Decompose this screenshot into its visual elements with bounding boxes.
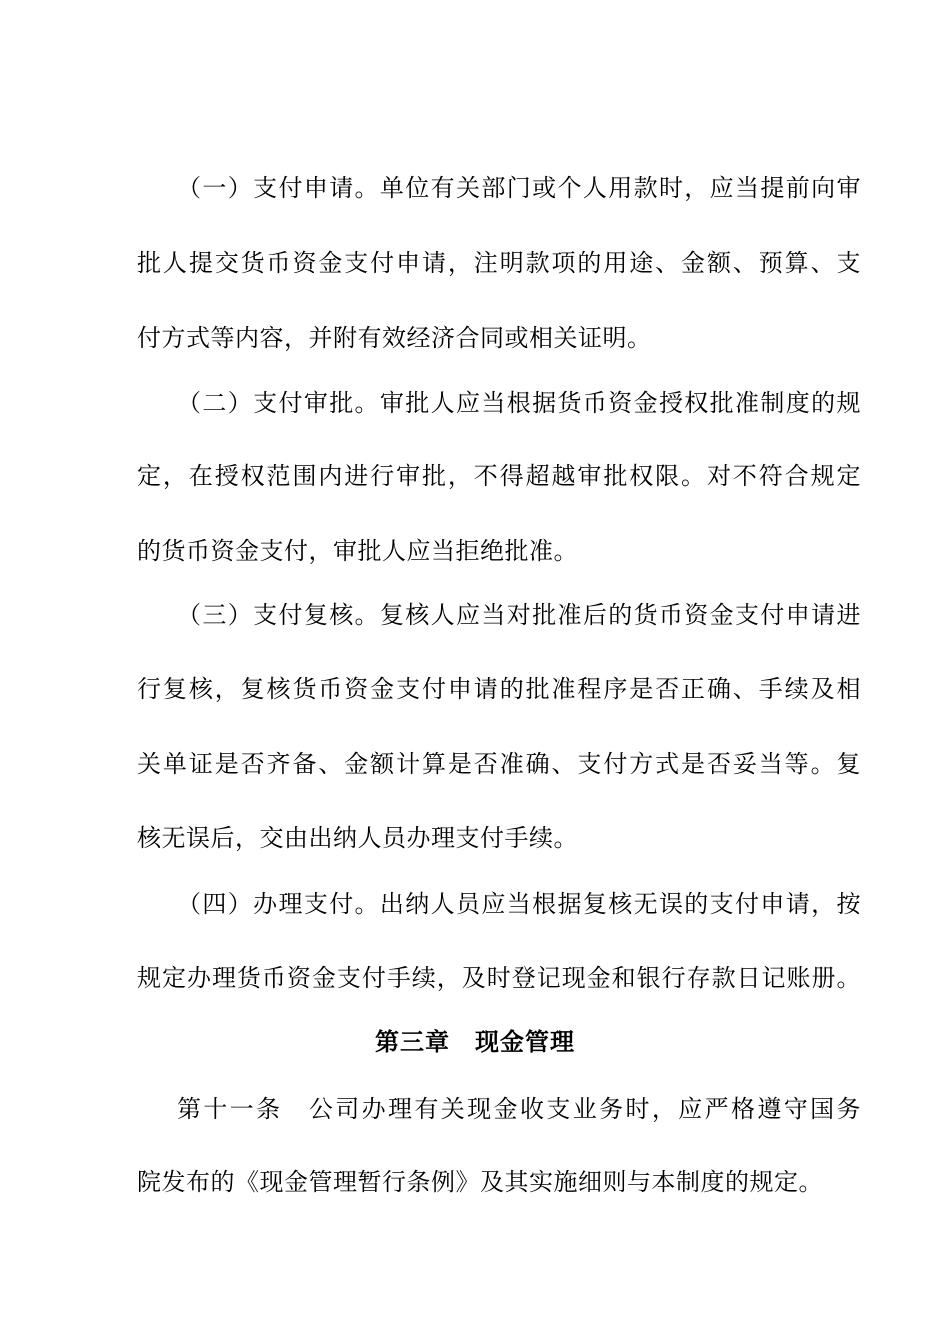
- paragraph-line: 付方式等内容，并附有效经济合同或相关证明。: [137, 324, 652, 352]
- paragraph-line: （一）支付申请。单位有关部门或个人用款时，应当提前向审: [177, 174, 861, 202]
- paragraph-line: 定，在授权范围内进行审批，不得超越审批权限。对不符合规定: [137, 462, 861, 490]
- article-line: 院发布的《现金管理暂行条例》及其实施细则与本制度的规定。: [137, 1168, 823, 1196]
- paragraph-line: 行复核，复核货币资金支付申请的批准程序是否正确、手续及相: [137, 675, 861, 703]
- paragraph-line: 规定办理货币资金支付手续，及时登记现金和银行存款日记账册。: [137, 964, 861, 992]
- paragraph-line: 核无误后，交由出纳人员办理支付手续。: [137, 824, 578, 852]
- paragraph-line: 批人提交货币资金支付申请，注明款项的用途、金额、预算、支: [137, 249, 861, 277]
- article-line: 第十一条 公司办理有关现金收支业务时，应严格遵守国务: [177, 1095, 861, 1123]
- paragraph-line: （三）支付复核。复核人应当对批准后的货币资金支付申请进: [177, 601, 861, 629]
- paragraph-line: （二）支付审批。审批人应当根据货币资金授权批准制度的规: [177, 389, 861, 417]
- paragraph-line: 的货币资金支付，审批人应当拒绝批准。: [137, 537, 578, 565]
- paragraph-line: 关单证是否齐备、金额计算是否准确、支付方式是否妥当等。复: [137, 750, 861, 778]
- chapter-heading: 第三章 现金管理: [375, 1028, 575, 1056]
- paragraph-line: （四）办理支付。出纳人员应当根据复核无误的支付申请，按: [177, 890, 861, 918]
